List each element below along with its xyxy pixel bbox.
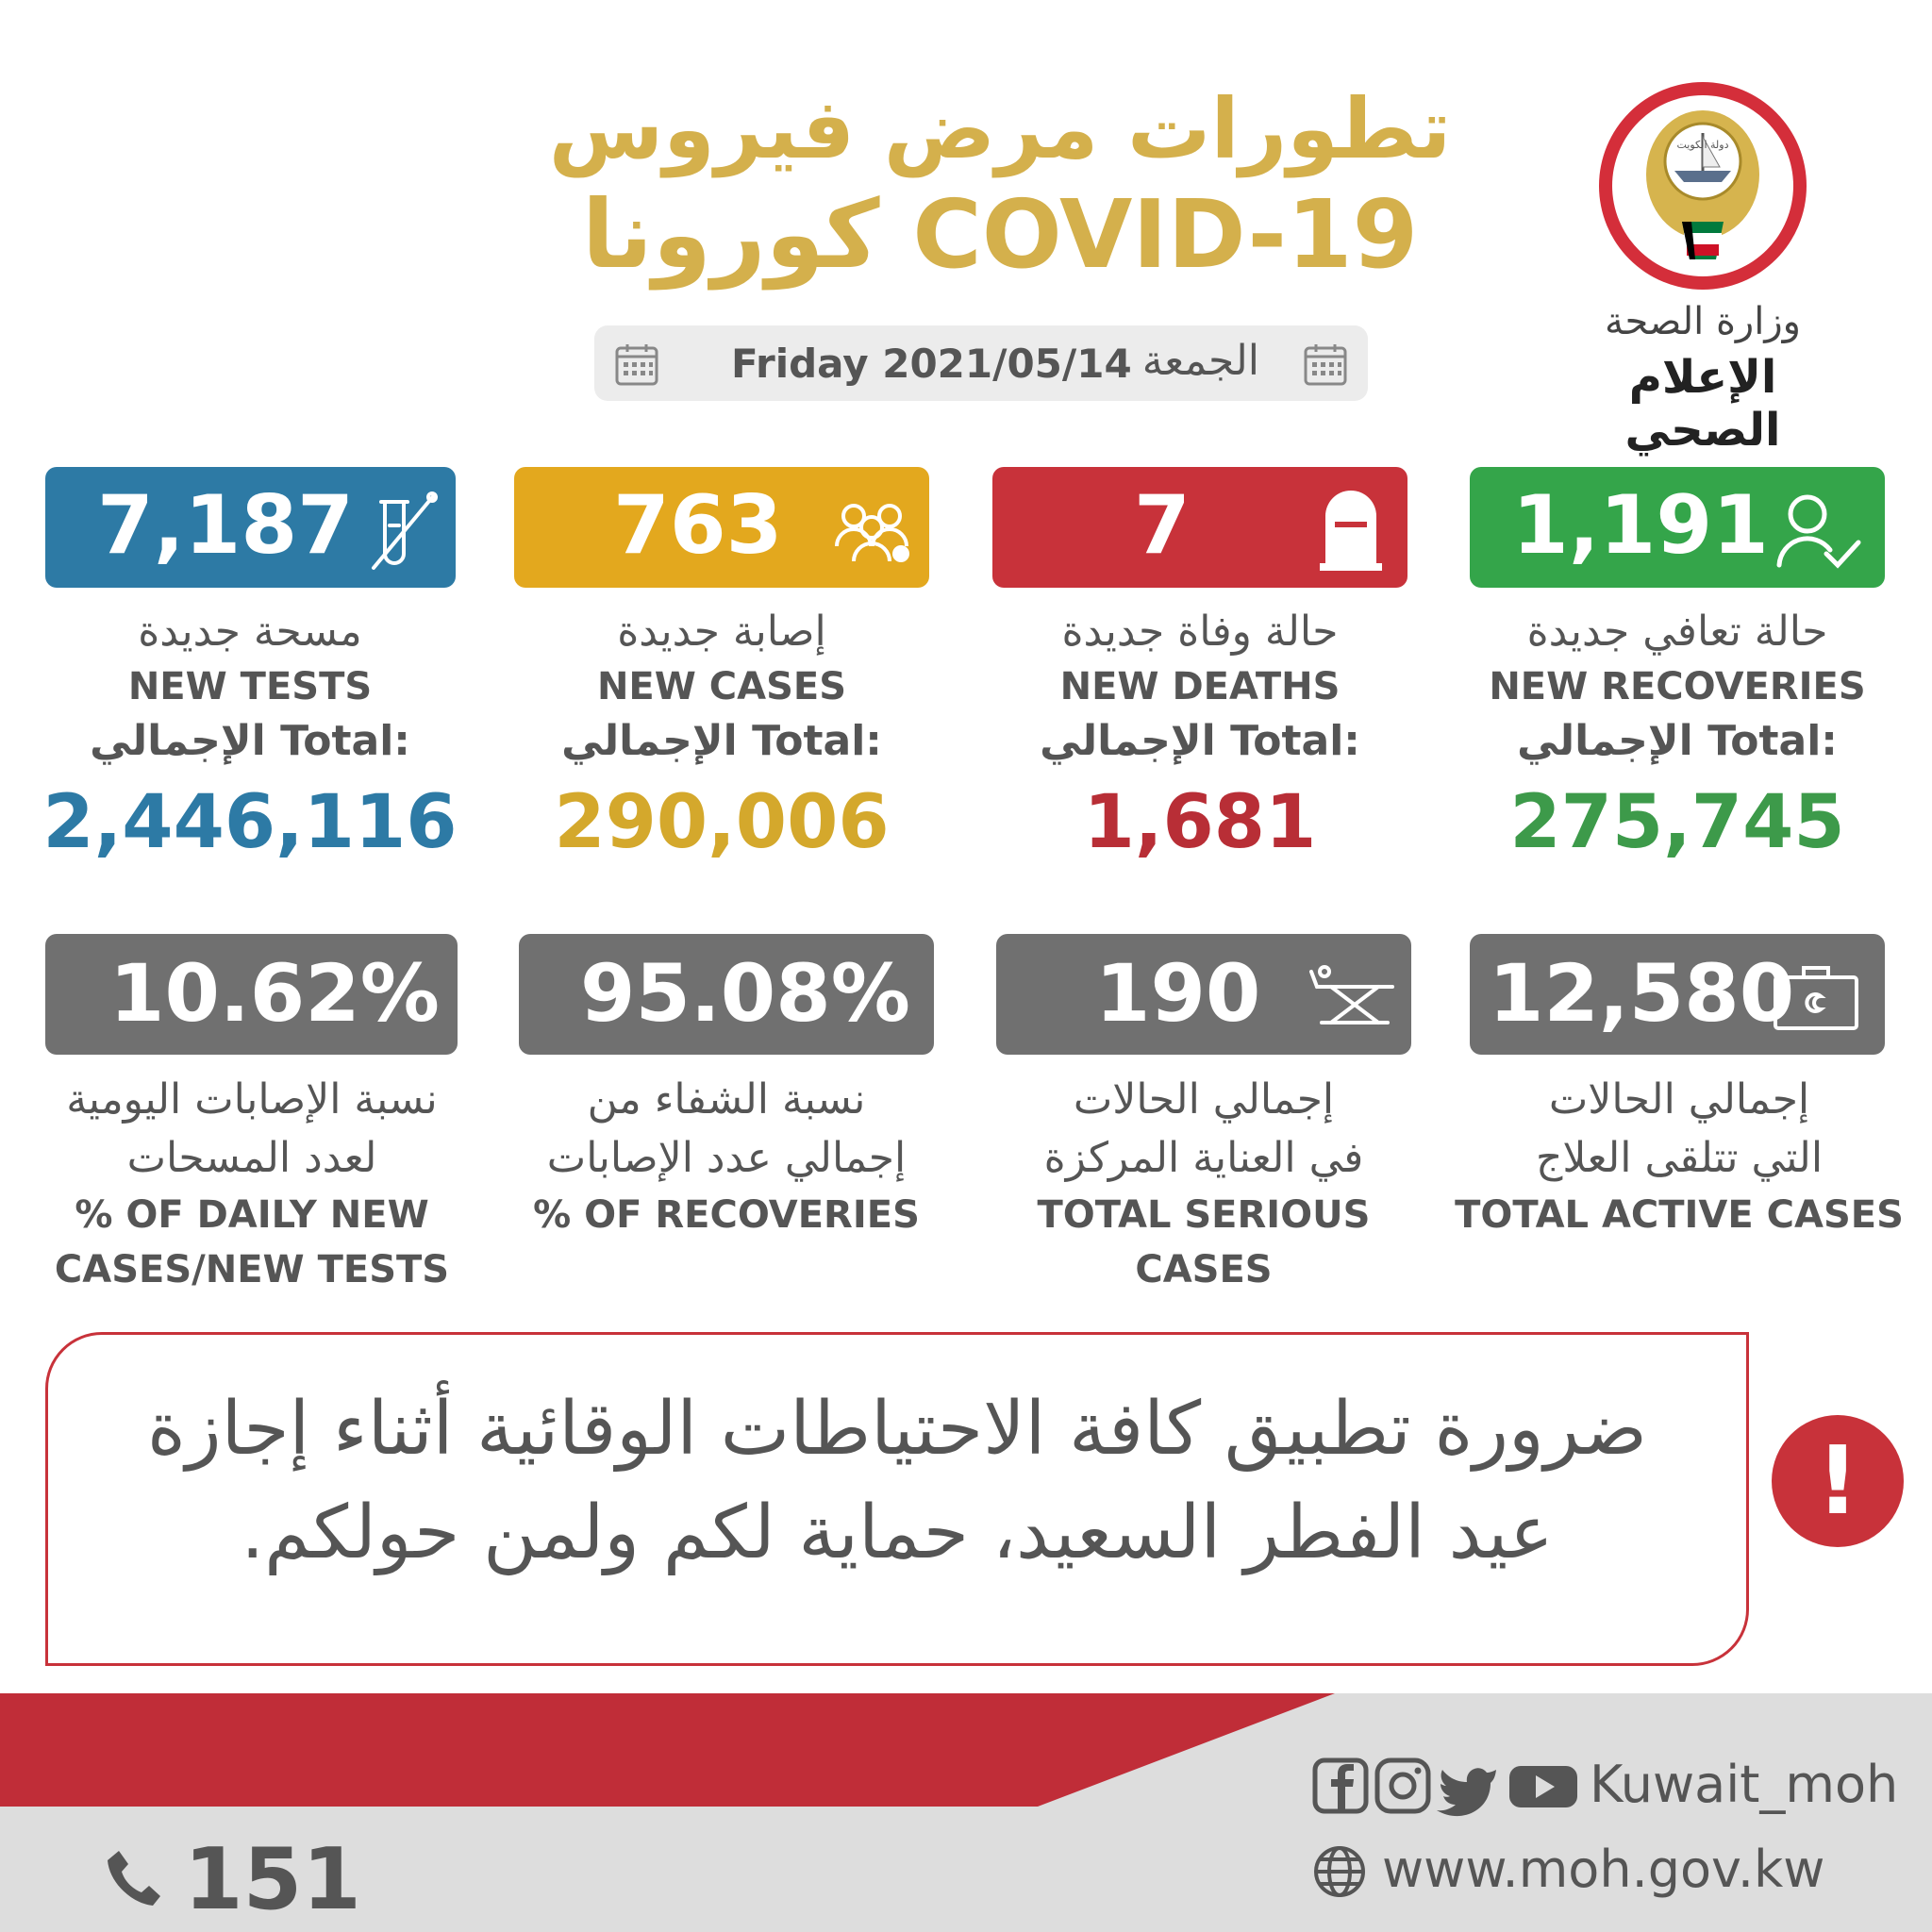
daily-rate-label-en-2: CASES/NEW TESTS [54,1248,450,1291]
tests-total-value: 2,446,116 [42,780,458,865]
calendar-icon [1304,342,1347,386]
active-value: 12,580 [1489,947,1795,1040]
phone-icon [106,1847,164,1909]
people-virus-icon [825,488,920,573]
new-deaths-value: 7 [1134,478,1191,573]
notice-line-2: عيد الفطر السعيد، حماية لكم ولمن حولكم. [241,1491,1554,1575]
new-cases-value: 763 [613,478,783,573]
tests-label-ar: مسحة جديدة [138,608,362,656]
serious-column [968,1071,1440,1297]
recoveries-total-value: 275,745 [1509,780,1845,865]
deaths-card [992,467,1407,588]
recovery-rate-label-en: % OF RECOVERIES [533,1193,920,1237]
deaths-total-label: الإجمالي Total: [1040,717,1360,765]
recoveries-label-en: NEW RECOVERIES [1489,665,1866,708]
cases-total-label: الإجمالي Total: [561,717,882,765]
social-handle[interactable]: Kuwait_moh [1590,1755,1899,1814]
active-column [1443,1071,1915,1242]
notice-line-1: ضرورة تطبيق كافة الاحتياطات الوقائية أثناء إجازة [147,1387,1647,1472]
cases-column [495,604,948,870]
deaths-label-en: NEW DEATHS [1059,665,1341,708]
serious-label-en: TOTAL SERIOUS CASES [1037,1193,1371,1291]
test-tube-icon [357,488,441,573]
ministry-logo [1597,80,1808,291]
recoveries-card [1470,467,1885,588]
twitter-icon[interactable] [1437,1768,1496,1816]
tests-total-label: الإجمالي Total: [90,717,410,765]
title-covid: كورونا COVID-19 [581,179,1419,290]
active-label-ar-1: إجمالي الحالات [1548,1075,1810,1124]
daily-rate-label-ar-1: نسبة الإصابات اليومية [66,1075,438,1124]
recoveries-total-label: الإجمالي Total: [1517,717,1838,765]
notice-box [45,1332,1749,1666]
recoveries-label-ar: حالة تعافي جديدة [1526,608,1828,656]
daily-rate-card [45,934,458,1055]
person-check-icon [1772,488,1866,573]
title-arabic: تطورات مرض فيروس [548,80,1452,177]
cases-label-en: NEW CASES [596,665,847,708]
daily-rate-value: 10.62% [109,947,440,1040]
website-link[interactable]: www.moh.gov.kw [1382,1840,1825,1899]
social-icons [1311,1753,1585,1819]
calendar-icon [615,342,658,386]
tests-label-en: NEW TESTS [127,665,373,708]
youtube-icon[interactable] [1509,1766,1577,1807]
daily-rate-column [16,1071,488,1297]
tests-column [24,604,476,870]
ministry-department: الإعلام الصحي [1624,351,1781,457]
ministry-name: وزارة الصحة [1605,300,1801,343]
recovery-rate-label-ar-1: نسبة الشفاء من [587,1075,866,1124]
logo-text: دولة الكويت [1676,139,1729,151]
instagram-icon[interactable] [1377,1760,1428,1811]
recovery-rate-column [491,1071,962,1242]
cases-total-value: 290,006 [554,780,890,865]
active-card [1470,934,1885,1055]
stretcher-icon [1307,957,1402,1032]
recovery-rate-value: 95.08% [580,947,910,1040]
tombstone-icon [1308,488,1393,573]
recoveries-column [1451,604,1904,870]
facebook-icon[interactable] [1315,1760,1366,1811]
deaths-label-ar: حالة وفاة جديدة [1061,608,1339,656]
date-english: Friday 2021/05/14 [731,341,1132,387]
cases-card [514,467,929,588]
hotline-number[interactable]: 151 [184,1830,361,1929]
recovery-rate-label-ar-2: إجمالي عدد الإصابات [546,1134,907,1182]
medical-bag-icon [1772,962,1861,1033]
tests-card [45,467,456,588]
serious-value: 190 [1095,947,1261,1040]
globe-icon [1313,1845,1366,1898]
active-label-ar-2: التي تتلقى العلاج [1535,1134,1824,1182]
recovery-rate-card [519,934,934,1055]
date-bar [594,325,1368,401]
daily-rate-label-en-1: % OF DAILY NEW [75,1193,429,1237]
serious-label-ar-2: في العناية المركزة [1043,1134,1364,1182]
deaths-column [974,604,1426,870]
deaths-total-value: 1,681 [1083,780,1317,865]
exclamation-icon: ! [1772,1415,1904,1547]
daily-rate-label-ar-2: لعدد المسحات [126,1134,377,1182]
new-recoveries-value: 1,191 [1512,478,1770,573]
cases-label-ar: إصابة جديدة [617,608,826,656]
date-arabic: الجمعة [1141,337,1259,385]
serious-label-ar-1: إجمالي الحالات [1073,1075,1335,1124]
notice-text [86,1377,1708,1585]
active-label-en: TOTAL ACTIVE CASES [1455,1193,1904,1237]
new-tests-value: 7,187 [97,478,355,573]
serious-card [996,934,1411,1055]
